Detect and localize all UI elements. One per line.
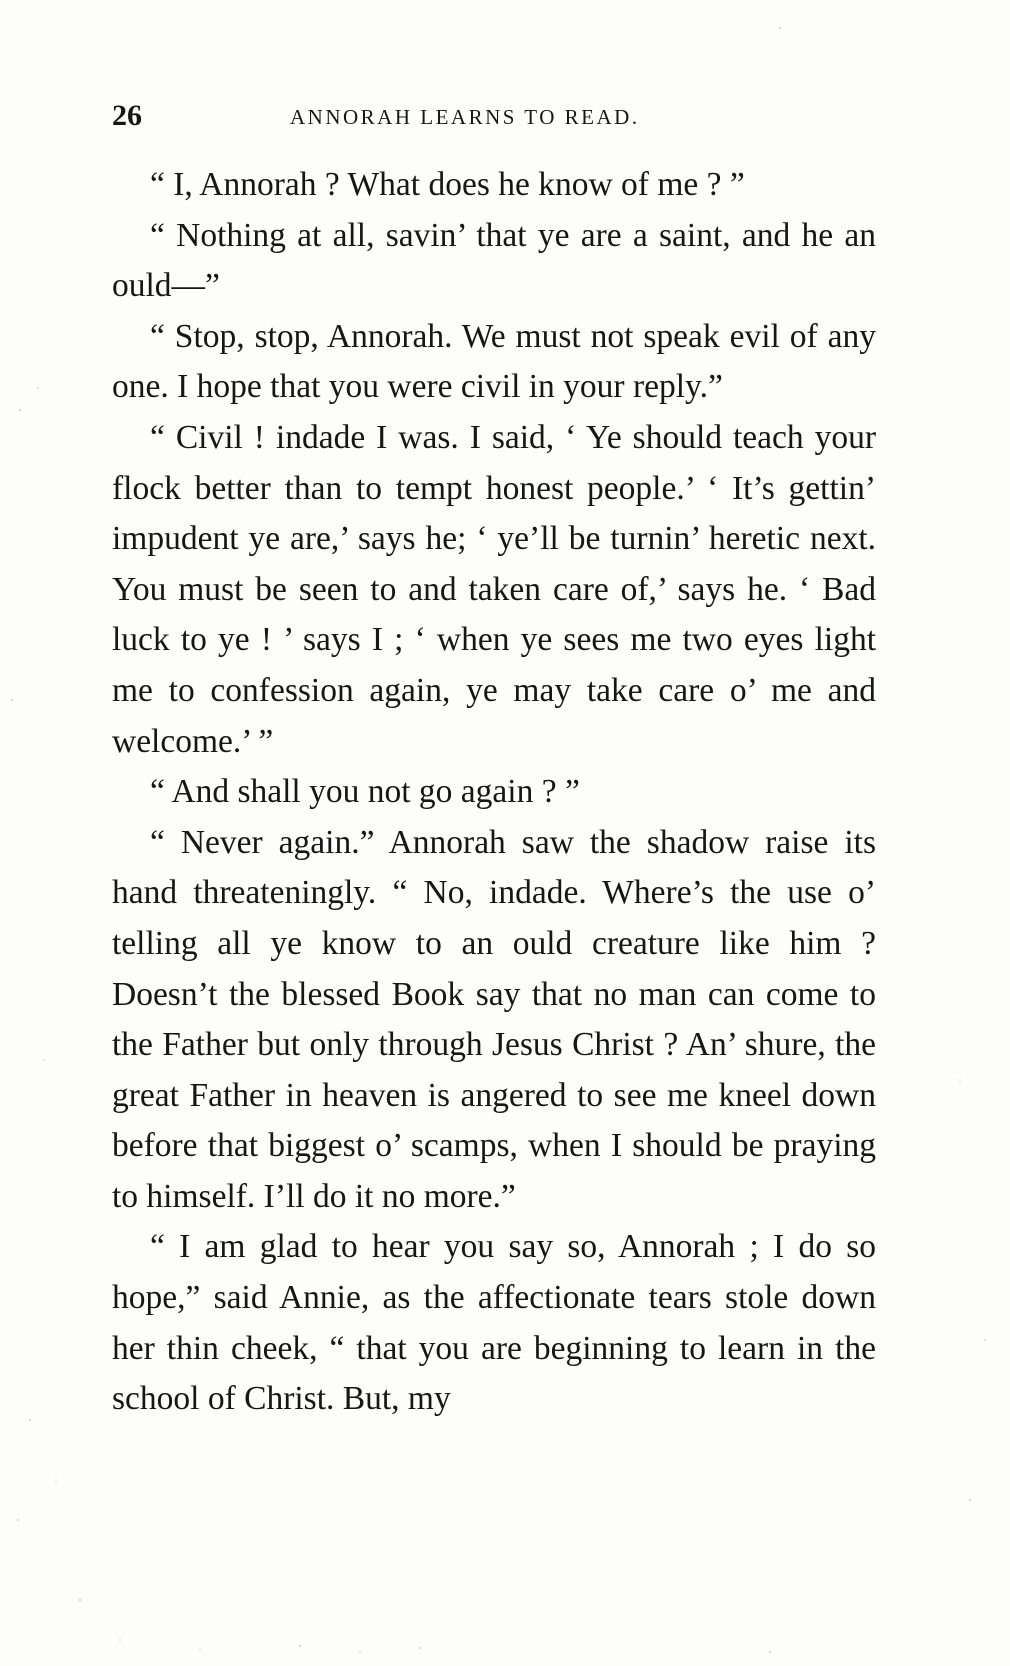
running-title: ANNORAH LEARNS TO READ.: [290, 105, 640, 129]
paragraph-2: “ Nothing at all, savin’ that ye are a saint, and he an ould—”: [112, 216, 876, 305]
paragraph-6: “ Never again.” Annorah saw the shadow raise its hand threateningly. “ No, indade. Where’s the use o’ telling all ye know to an ould creature like him ? Doesn’t the blessed Book say that no man can come to the Father but only through Jesus Christ ? An’ shure, the great Father in heaven is angered to see me kneel down before that biggest o’ scamps, when I should be praying to himself. I’ll do it no more.”: [112, 823, 876, 1215]
paragraph-5: “ And shall you not go again ? ”: [150, 773, 580, 811]
page-header: [112, 96, 872, 136]
paragraph-7: “ I am glad to hear you say so, Annorah ; I do so hope,” said Annie, as the affectionate tears stole down her thin cheek, “ that you are beginning to learn in the school of Christ. But, my: [112, 1228, 876, 1418]
paragraph-3: “ Stop, stop, Annorah. We must not speak evil of any one. I hope that you were civil in your reply.”: [112, 317, 876, 406]
page-number: 26: [112, 99, 142, 132]
body-text: [112, 160, 876, 1425]
paragraph-4: “ Civil ! indade I was. I said, ‘ Ye should teach your flock better than to tempt honest people.’ ‘ It’s gettin’ impudent ye are,’ says he; ‘ ye’ll be turnin’ heretic next. You must be seen to and taken care of,’ says he. ‘ Bad luck to ye ! ’ says I ; ‘ when ye sees me two eyes light me to confession again, ye may take care o’ me and welcome.’ ”: [112, 418, 876, 760]
paragraph-1: “ I, Annorah ? What does he know of me ? ”: [150, 166, 745, 203]
